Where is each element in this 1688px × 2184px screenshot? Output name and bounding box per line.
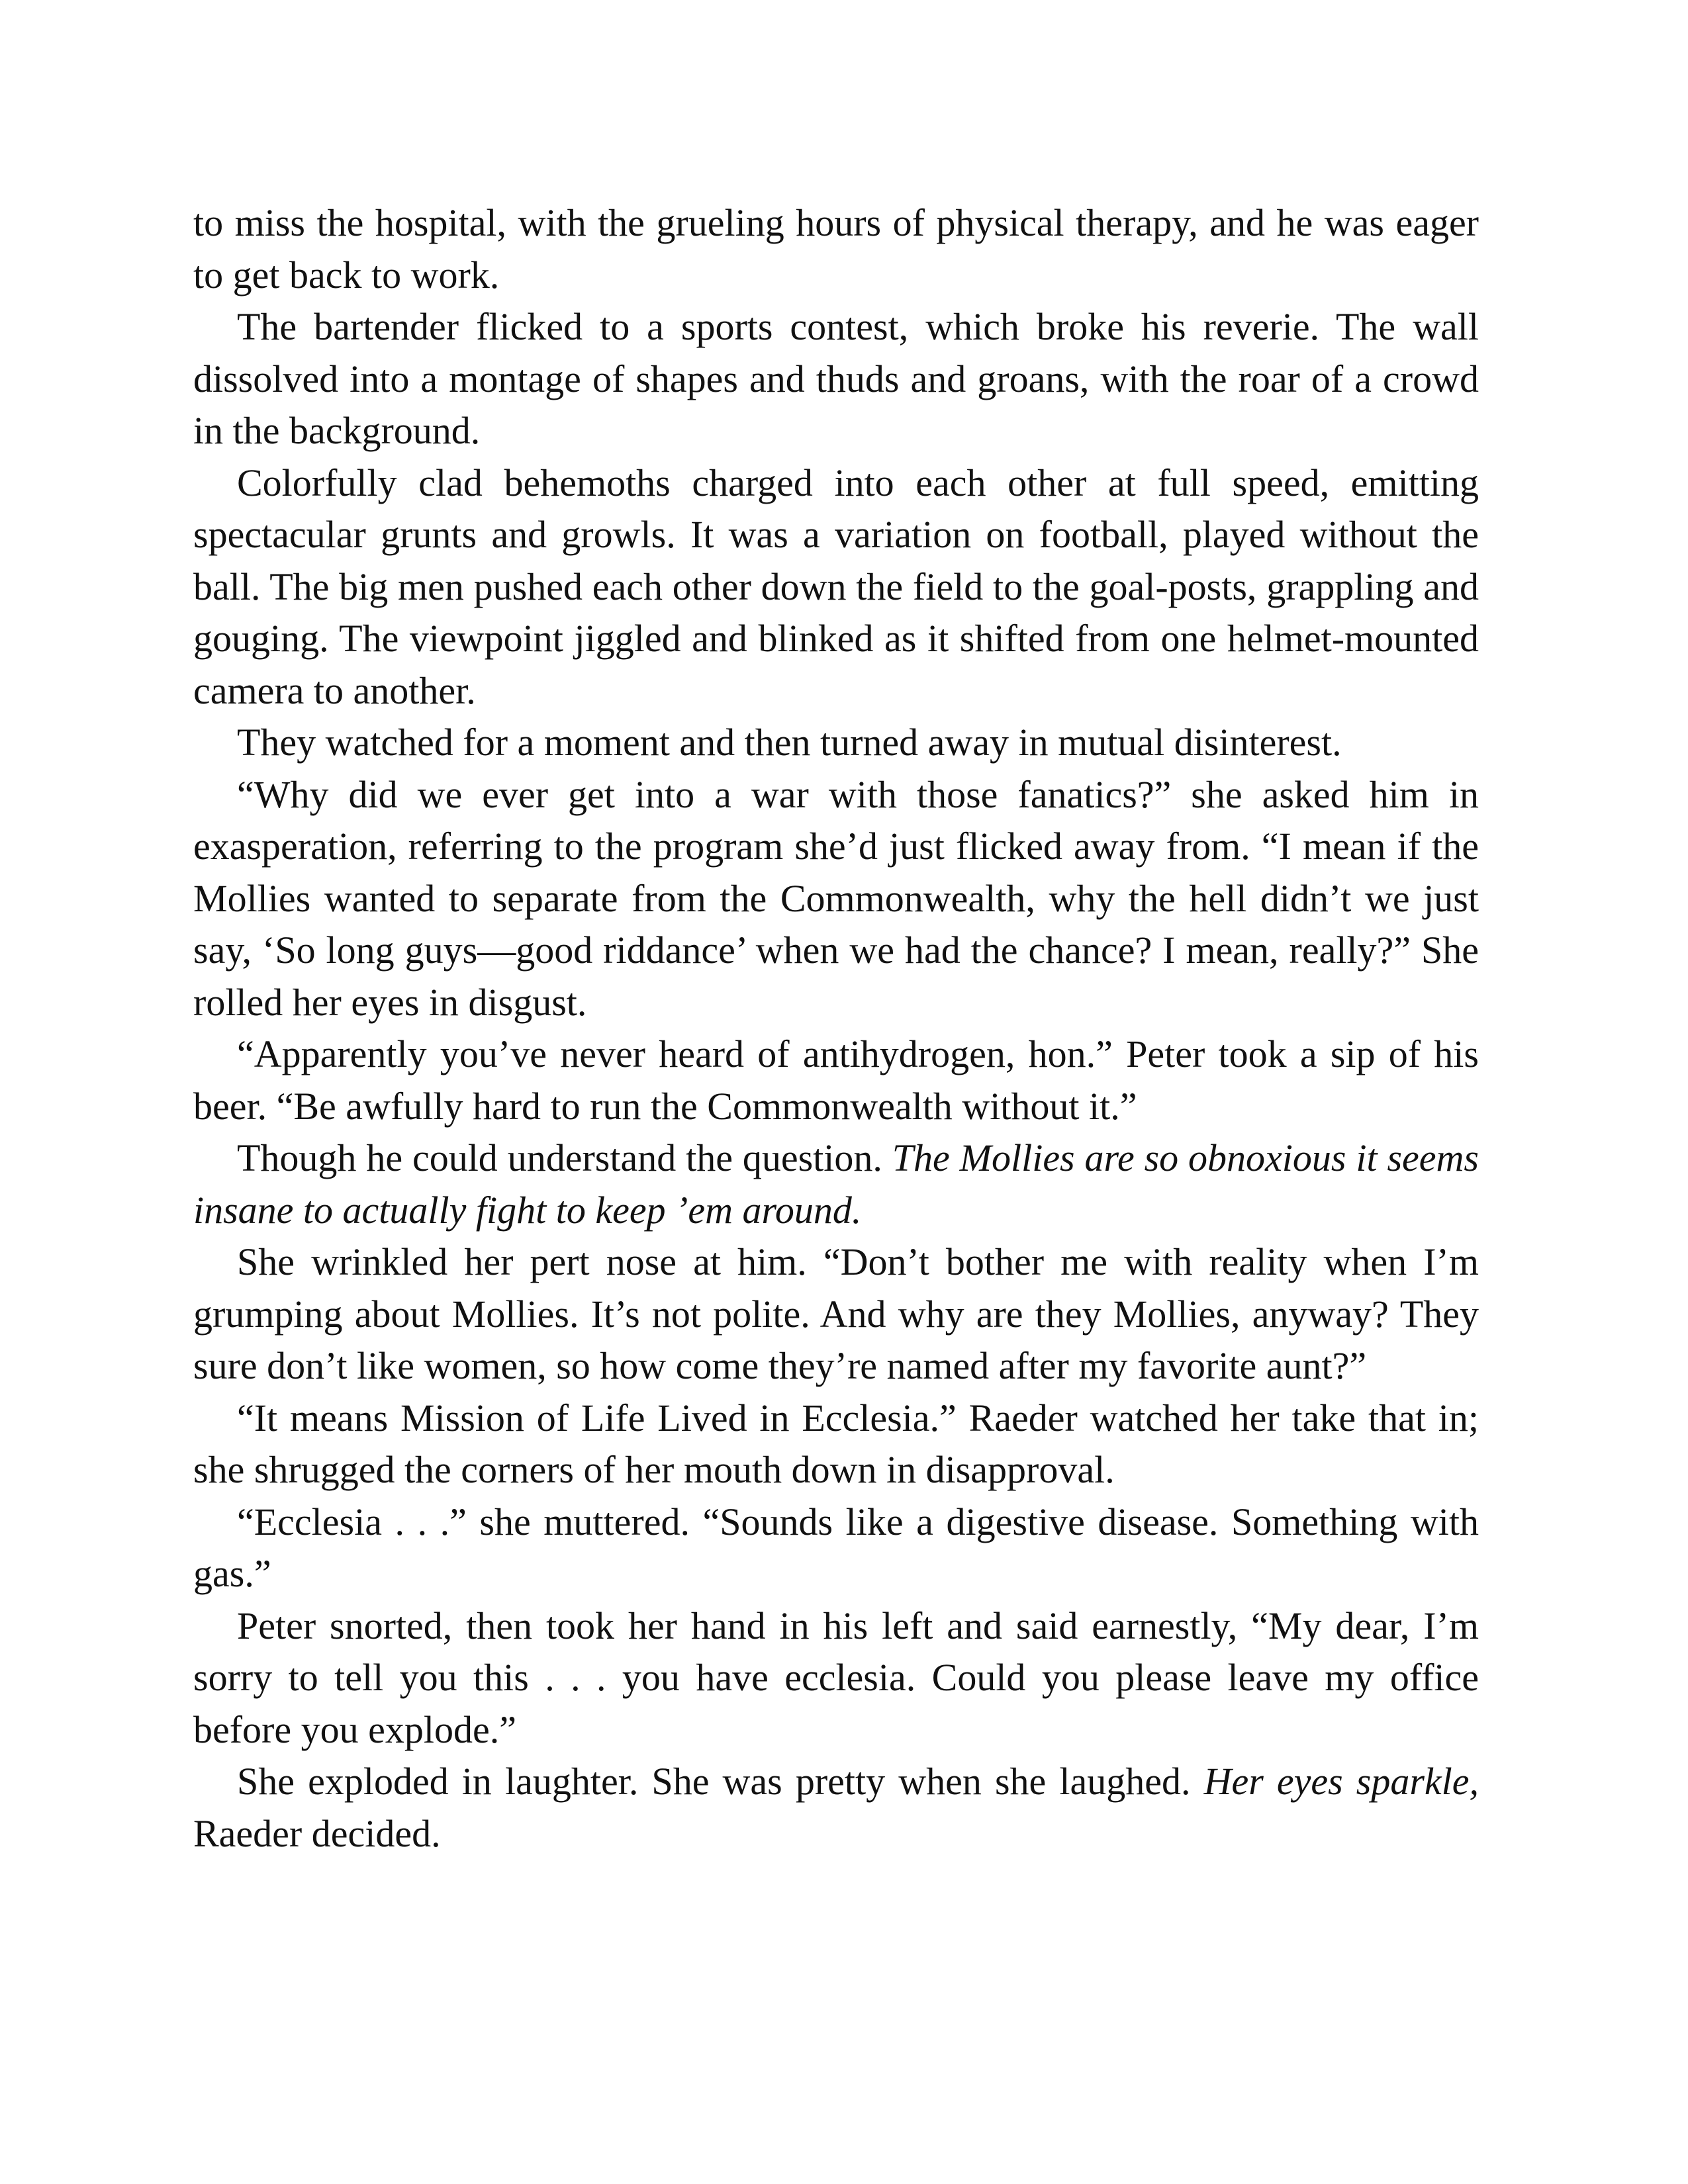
paragraph <box>193 457 1479 717</box>
paragraph-text: She exploded in laughter. She was pretty when she laughed. <box>237 1760 1204 1803</box>
paragraph <box>193 1392 1479 1496</box>
paragraph <box>193 769 1479 1029</box>
paragraph <box>193 1600 1479 1756</box>
paragraph <box>193 1132 1479 1236</box>
paragraph-text: Though he could understand the question. <box>237 1136 892 1179</box>
paragraph-text: The bartender flicked to a sports contest, which broke his reverie. The wall dissolved into a montage of shapes and thuds and groans, with the roar of a crowd in the background. <box>193 305 1479 452</box>
paragraph <box>193 1496 1479 1600</box>
paragraph-text: Peter snorted, then took her hand in his left and said earnestly, “My dear, I’m sorry to tell you this . . . you have ecclesia. Could you please leave my office before you explode.” <box>193 1604 1479 1751</box>
paragraph <box>193 1756 1479 1860</box>
paragraph-text: She wrinkled her pert nose at him. “Don’t bother me with reality when I’m grumping about Mollies. It’s not polite. And why are they Mollies, anyway? They sure don’t like women, so how come they’re named after my favorite aunt?” <box>193 1240 1479 1387</box>
paragraph-text: “Why did we ever get into a war with those fanatics?” she asked him in exasperation, referring to the program she’d just flicked away from. “I mean if the Mollies wanted to separate from the Commonwealth, why the hell didn’t we just say, ‘So long guys—good riddance’ when we had the chance? I mean, really?” She rolled her eyes in disgust. <box>193 772 1479 1024</box>
paragraph <box>193 1236 1479 1392</box>
paragraph-text: “It means Mission of Life Lived in Ecclesia.” Raeder watched her take that in; she shrugged the corners of her mouth down in disapproval. <box>193 1396 1479 1491</box>
italic-thought: The Mollies are so obnoxious it seems insane to actually fight to keep ’em around. <box>193 1136 1479 1232</box>
paragraph-text: “Apparently you’ve never heard of antihydrogen, hon.” Peter took a sip of his beer. “Be awfully hard to run the Commonwealth without it.” <box>193 1032 1479 1128</box>
paragraph-text: Colorfully clad behemoths charged into each other at full speed, emitting spectacular grunts and growls. It was a variation on football, played without the ball. The big men pushed each other down the field to the goal-posts, grappling and gouging. The viewpoint jiggled and blinked as it shifted from one helmet-mounted camera to another. <box>193 461 1479 712</box>
page-body <box>193 197 1479 1860</box>
paragraph <box>193 301 1479 457</box>
paragraph <box>193 1028 1479 1132</box>
paragraph <box>193 717 1479 769</box>
paragraph <box>193 197 1479 301</box>
paragraph-text: They watched for a moment and then turned away in mutual disinterest. <box>237 721 1342 764</box>
paragraph-text: Raeder decided. <box>193 1811 441 1855</box>
paragraph-text: to miss the hospital, with the grueling hours of physical therapy, and he was eager to get back to work. <box>193 201 1479 296</box>
italic-thought: Her eyes sparkle, <box>1203 1760 1479 1803</box>
paragraph-text: “Ecclesia . . .” she muttered. “Sounds like a digestive disease. Something with gas.” <box>193 1500 1479 1595</box>
